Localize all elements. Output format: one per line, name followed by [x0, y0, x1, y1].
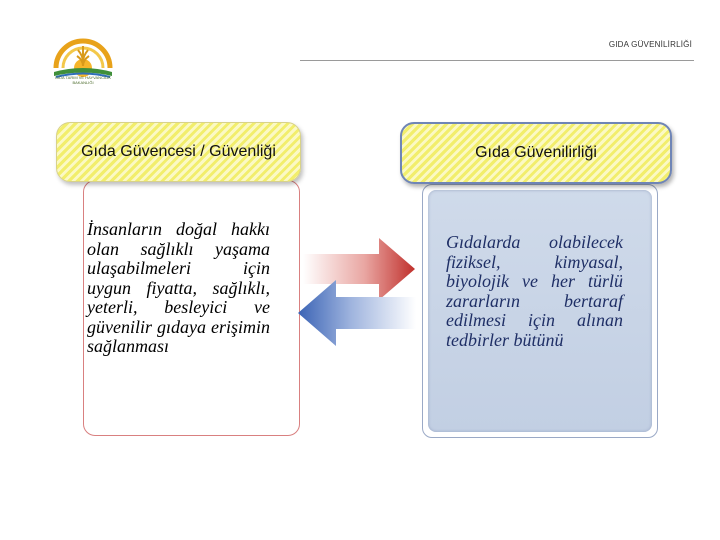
right-title-caption — [400, 122, 672, 184]
header-divider — [300, 60, 694, 61]
arrow-left-icon — [298, 280, 416, 346]
right-description: Gıdalarda olabilecek fiziksel, kimyasal, biyolojik ve her türlü zararların bertaraf edilmesi için alınan tedbirler bütünü — [446, 232, 623, 350]
right-title-text: Gıda Güvenilirliği — [475, 144, 597, 161]
page-header-title: GIDA GÜVENİLİRLİĞİ — [608, 40, 692, 49]
logo-caption: GIDA TARIM VE HAYVANCILIK BAKANLIĞI — [54, 75, 112, 85]
left-title-text: Gıda Güvencesi / Güvenliği — [81, 143, 276, 160]
left-description: İnsanların doğal hakkı olan sağlıklı yaşama ulaşabilmeleri için uygun fiyatta, sağlıklı, yeterli, besleyici ve güvenilir gıdaya erişimin sağlanması — [87, 219, 270, 356]
left-title-caption — [56, 122, 301, 182]
